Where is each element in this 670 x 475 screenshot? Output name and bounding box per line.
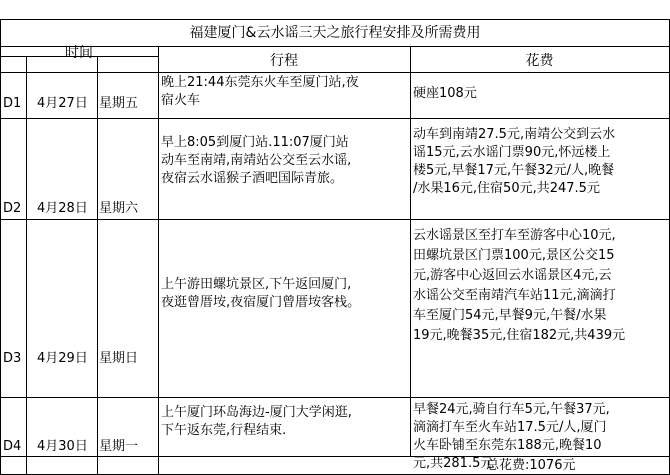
itinerary-cell [161, 134, 351, 188]
header-time: 时间 [65, 45, 93, 61]
total-cost: 总花费:1076元 [486, 458, 576, 473]
itinerary-line: 夜宿云水谣猴子酒吧国际青旅。 [161, 171, 344, 186]
grid-line [0, 72, 670, 73]
weekday-cell: 星期六 [99, 201, 139, 216]
day-label: D3 [3, 351, 22, 366]
cost-line: 19元,晚餐35元,住宿182元,共439元 [413, 328, 626, 343]
cost-cell [413, 126, 615, 198]
grid-line [410, 46, 411, 456]
itinerary-line: 上午厦门环岛海边-厦门大学闲逛, [161, 405, 352, 420]
grid-line [0, 397, 670, 398]
cost-line: 谣15元,云水谣门票90元,怀远楼上 [413, 145, 611, 160]
itinerary-line: 夜逛曾厝垵,夜宿厦门曾厝垵客栈。 [161, 295, 361, 310]
date-cell: 4月28日 [37, 201, 88, 216]
header-cost: 花费 [525, 53, 554, 69]
itinerary-line: 上午游田螺坑景区,下午返回厦门, [161, 277, 352, 292]
cost-line: 动车到南靖27.5元,南靖公交到云水 [413, 127, 616, 142]
itinerary-line: 晚上21:44东莞东火车至厦门站,夜 [161, 75, 359, 90]
grid-line [0, 19, 670, 20]
weekday-cell: 星期五 [99, 96, 139, 111]
itinerary-cell [161, 74, 359, 110]
cost-line: 硬座108元 [413, 86, 477, 101]
table-title: 福建厦门&云水谣三天之旅行程安排及所需费用 [189, 25, 481, 41]
itinerary-cell [161, 276, 360, 312]
day-label: D1 [3, 96, 22, 111]
cost-cell [413, 85, 477, 103]
cost-line: 元,共281.5元 [413, 456, 494, 471]
grid-line [158, 46, 159, 474]
cost-line: /水果16元,住宿50元,共247.5元 [413, 181, 600, 196]
day-label: D2 [3, 201, 22, 216]
grid-line [0, 118, 670, 119]
cost-line: 楼5元,早餐17元,午餐32元/人,晚餐 [413, 163, 615, 178]
grid-line [0, 219, 670, 220]
itinerary-line: 动车至南靖,南靖站公交至云水谣, [161, 153, 352, 168]
itinerary-cell [161, 404, 352, 440]
itinerary-line: 早上8:05到厦门站.11:07厦门站 [161, 135, 349, 150]
cost-line: 田螺坑景区门票100元,景区公交15 [413, 248, 615, 263]
itinerary-line: 下午返东莞,行程结束. [161, 423, 287, 438]
cost-line: 火车卧铺至东莞东188元,晚餐10 [413, 438, 602, 453]
weekday-cell: 星期一 [99, 439, 139, 454]
day-label: D4 [3, 439, 22, 454]
cost-line: 元,游客中心返回云水谣景区4元,云 [413, 268, 612, 283]
grid-line [0, 19, 1, 475]
cost-line: 车至厦门54元,早餐9元,午餐/水果 [413, 308, 607, 323]
date-cell: 4月27日 [37, 96, 88, 111]
weekday-cell: 星期日 [99, 351, 139, 366]
cost-line: 滴滴打车至火车站17.5元/人,厦门 [413, 420, 607, 435]
grid-line [26, 56, 27, 474]
cost-cell [413, 226, 625, 346]
header-itinerary: 行程 [270, 53, 298, 69]
grid-line [97, 56, 98, 474]
date-cell: 4月30日 [37, 439, 88, 454]
cost-line: 水谣公交至南靖汽车站11元,滴滴打 [413, 288, 616, 303]
date-cell: 4月29日 [37, 351, 88, 366]
cost-line: 早餐24元,骑自行车5元,午餐37元, [413, 402, 610, 417]
itinerary-line: 宿火车 [161, 93, 201, 108]
cost-line: 云水谣景区至打车至游客中心10元, [413, 228, 616, 243]
